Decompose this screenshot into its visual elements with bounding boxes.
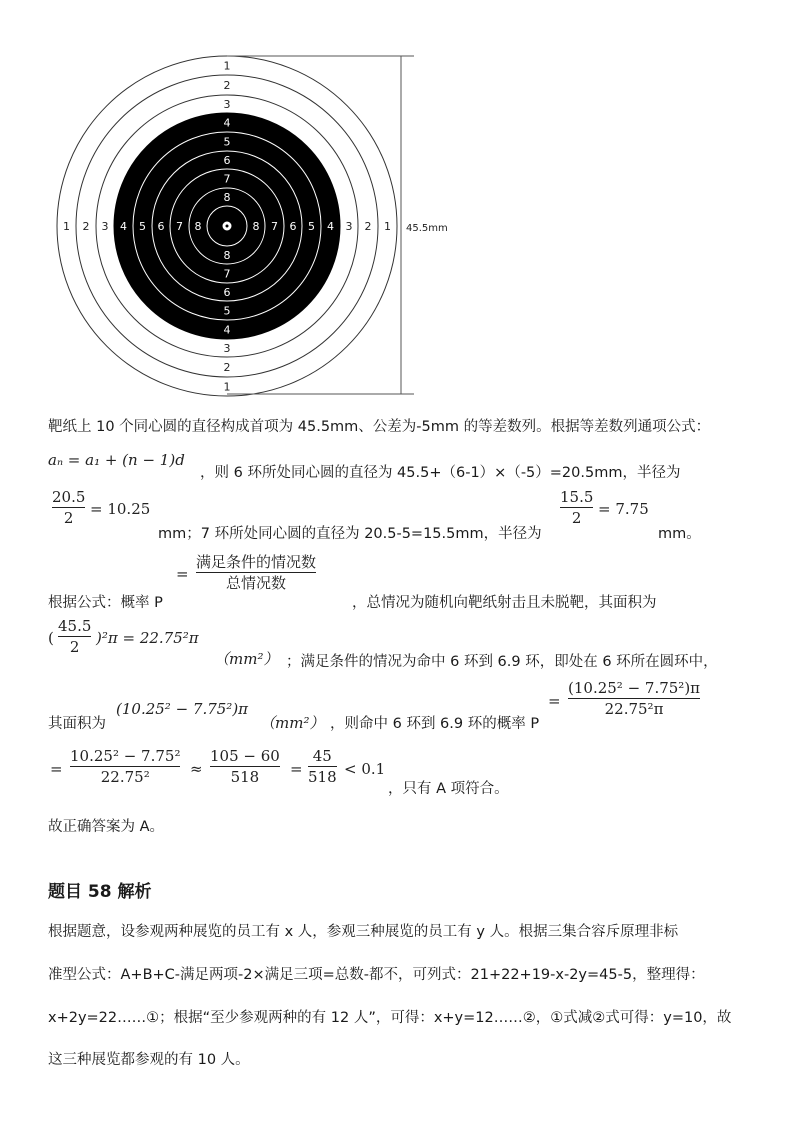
fraction-numerator: 15.5 — [560, 488, 594, 506]
formula-an: aₙ = a₁ + (n − 1)d — [48, 451, 185, 469]
ring-label-8: 8 — [194, 220, 202, 233]
ring-label-6: 6 — [289, 220, 297, 233]
calc-fraction-1 — [70, 746, 180, 787]
ring-label-7: 7 — [271, 220, 278, 233]
fraction-numerator: 105 − 60 — [210, 747, 280, 765]
probability-fraction — [568, 678, 700, 719]
area-open-paren: ( — [48, 629, 54, 647]
para1-line3-end: mm。 — [658, 526, 701, 542]
calc-fraction-3 — [308, 746, 337, 787]
para2-line3-mid: ，则命中 6 环到 6.9 环的概率 P — [330, 716, 540, 732]
para2-line2-rest: ；满足条件的情况为命中 6 环到 6.9 环，即处在 6 环所在圆环中， — [286, 654, 718, 670]
ring-label-1: 1 — [63, 220, 70, 233]
q58-line3: x+2y=22……①；根据“至少参观两种的有 12 人”，可得：x+y=12……②，①式减②式可得：y=10，故 — [48, 1010, 732, 1026]
ring-label-2: 2 — [82, 220, 90, 233]
ring-label-3: 3 — [101, 220, 109, 233]
ring-label-5: 5 — [308, 220, 315, 233]
ring-area-expression: (10.25² − 7.75²)π — [116, 700, 249, 718]
target-figure — [0, 0, 800, 400]
calc-equals-3: = — [290, 760, 303, 778]
ring-label-4: 4 — [223, 323, 231, 337]
fraction-denominator: 518 — [308, 768, 337, 786]
radius-7-result: = 7.75 — [598, 500, 649, 518]
q58-line1: 根据题意，设参观两种展览的员工有 x 人，参观三种展览的员工有 y 人。根据三集合容斥原理非标 — [48, 924, 679, 940]
probability-formula-fraction — [196, 552, 316, 593]
area-rest: )²π = 22.75²π — [96, 629, 199, 647]
ring-label-3: 3 — [223, 98, 231, 111]
para1-line2: ，则 6 环所处同心圆的直径为 45.5+（6-1）×（-5）=20.5mm，半径为 — [200, 465, 681, 481]
fraction-denominator: 22.75²π — [604, 700, 664, 718]
section-heading: 题目 58 解析 — [48, 882, 152, 902]
radius-6-result: = 10.25 — [90, 500, 151, 518]
calc-approx: ≈ — [190, 760, 203, 778]
fraction-numerator: 20.5 — [52, 488, 86, 506]
ring-label-6: 6 — [223, 286, 231, 299]
ring-label-2: 2 — [223, 361, 231, 374]
fraction-denominator: 总情况数 — [226, 574, 287, 592]
ring-label-7: 7 — [176, 220, 183, 233]
para2-line4-end: ，只有 A 项符合。 — [388, 781, 509, 797]
ring-label-8: 8 — [252, 220, 260, 233]
ring-label-5: 5 — [223, 135, 231, 149]
para1-line3: mm；7 环所处同心圆的直径为 20.5-5=15.5mm，半径为 — [158, 526, 542, 542]
ring-label-2: 2 — [364, 220, 372, 233]
ring-label-1: 1 — [223, 380, 231, 394]
fraction-denominator: 2 — [69, 638, 80, 656]
prob-equals: = — [176, 565, 189, 583]
q58-line4: 这三种展览都参观的有 10 人。 — [48, 1052, 250, 1068]
ring-label-3: 3 — [223, 342, 231, 355]
calc-equals: = — [50, 760, 63, 778]
ring-label-2: 2 — [223, 79, 231, 92]
q58-line2: 准型公式：A+B+C-满足两项-2×满足三项=总数-都不，可列式：21+22+19-x-2y=45-5，整理得： — [48, 967, 705, 983]
ring-label-5: 5 — [139, 220, 146, 233]
fraction-radius-7 — [560, 487, 593, 528]
fraction-denominator: 518 — [230, 768, 260, 786]
ring-label-4: 4 — [223, 116, 231, 130]
ring-label-8: 8 — [223, 249, 231, 262]
ring-label-6: 6 — [223, 154, 231, 167]
calc-fraction-2 — [210, 746, 280, 787]
unit-mm2-2: （mm²） — [260, 714, 325, 732]
fraction-denominator: 22.75² — [100, 768, 150, 786]
ring-label-8: 8 — [223, 191, 231, 204]
unit-mm2-1: （mm²） — [214, 650, 279, 668]
fraction-numerator: 45.5 — [58, 617, 92, 635]
calc-less-than: < 0.1 — [344, 760, 386, 778]
ring-label-5: 5 — [223, 304, 231, 318]
fraction-numerator: (10.25² − 7.75²)π — [568, 679, 701, 697]
para2-line3-prefix: 其面积为 — [48, 716, 106, 732]
prob-equals-2: = — [548, 692, 561, 710]
fraction-numerator: 10.25² − 7.75² — [70, 747, 181, 765]
conclusion: 故正确答案为 A。 — [48, 819, 165, 835]
fraction-numerator: 45 — [312, 747, 332, 765]
para1-line1: 靶纸上 10 个同心圆的直径构成首项为 45.5mm、公差为-5mm 的等差数列。根据等差数列通项公式： — [48, 419, 711, 435]
ring-label-7: 7 — [223, 267, 231, 281]
ring-label-1: 1 — [384, 220, 391, 233]
ring-label-3: 3 — [345, 220, 353, 233]
ring-label-7: 7 — [223, 172, 231, 186]
dimension-label: 45.5mm — [406, 223, 448, 234]
fraction-radius-6 — [52, 487, 85, 528]
ring-label-4: 4 — [327, 220, 334, 233]
fraction-denominator: 2 — [63, 509, 74, 527]
ring-label-4: 4 — [120, 220, 127, 233]
ring-label-1: 1 — [223, 59, 231, 73]
fraction-denominator: 2 — [571, 509, 582, 527]
fraction-numerator: 满足条件的情况数 — [196, 553, 317, 571]
area-fraction — [58, 616, 91, 657]
para2-prefix: 根据公式：概率 P — [48, 595, 163, 611]
ring-label-6: 6 — [157, 220, 165, 233]
para2-line1-rest: ，总情况为随机向靶纸射击且未脱靶，其面积为 — [352, 595, 657, 611]
